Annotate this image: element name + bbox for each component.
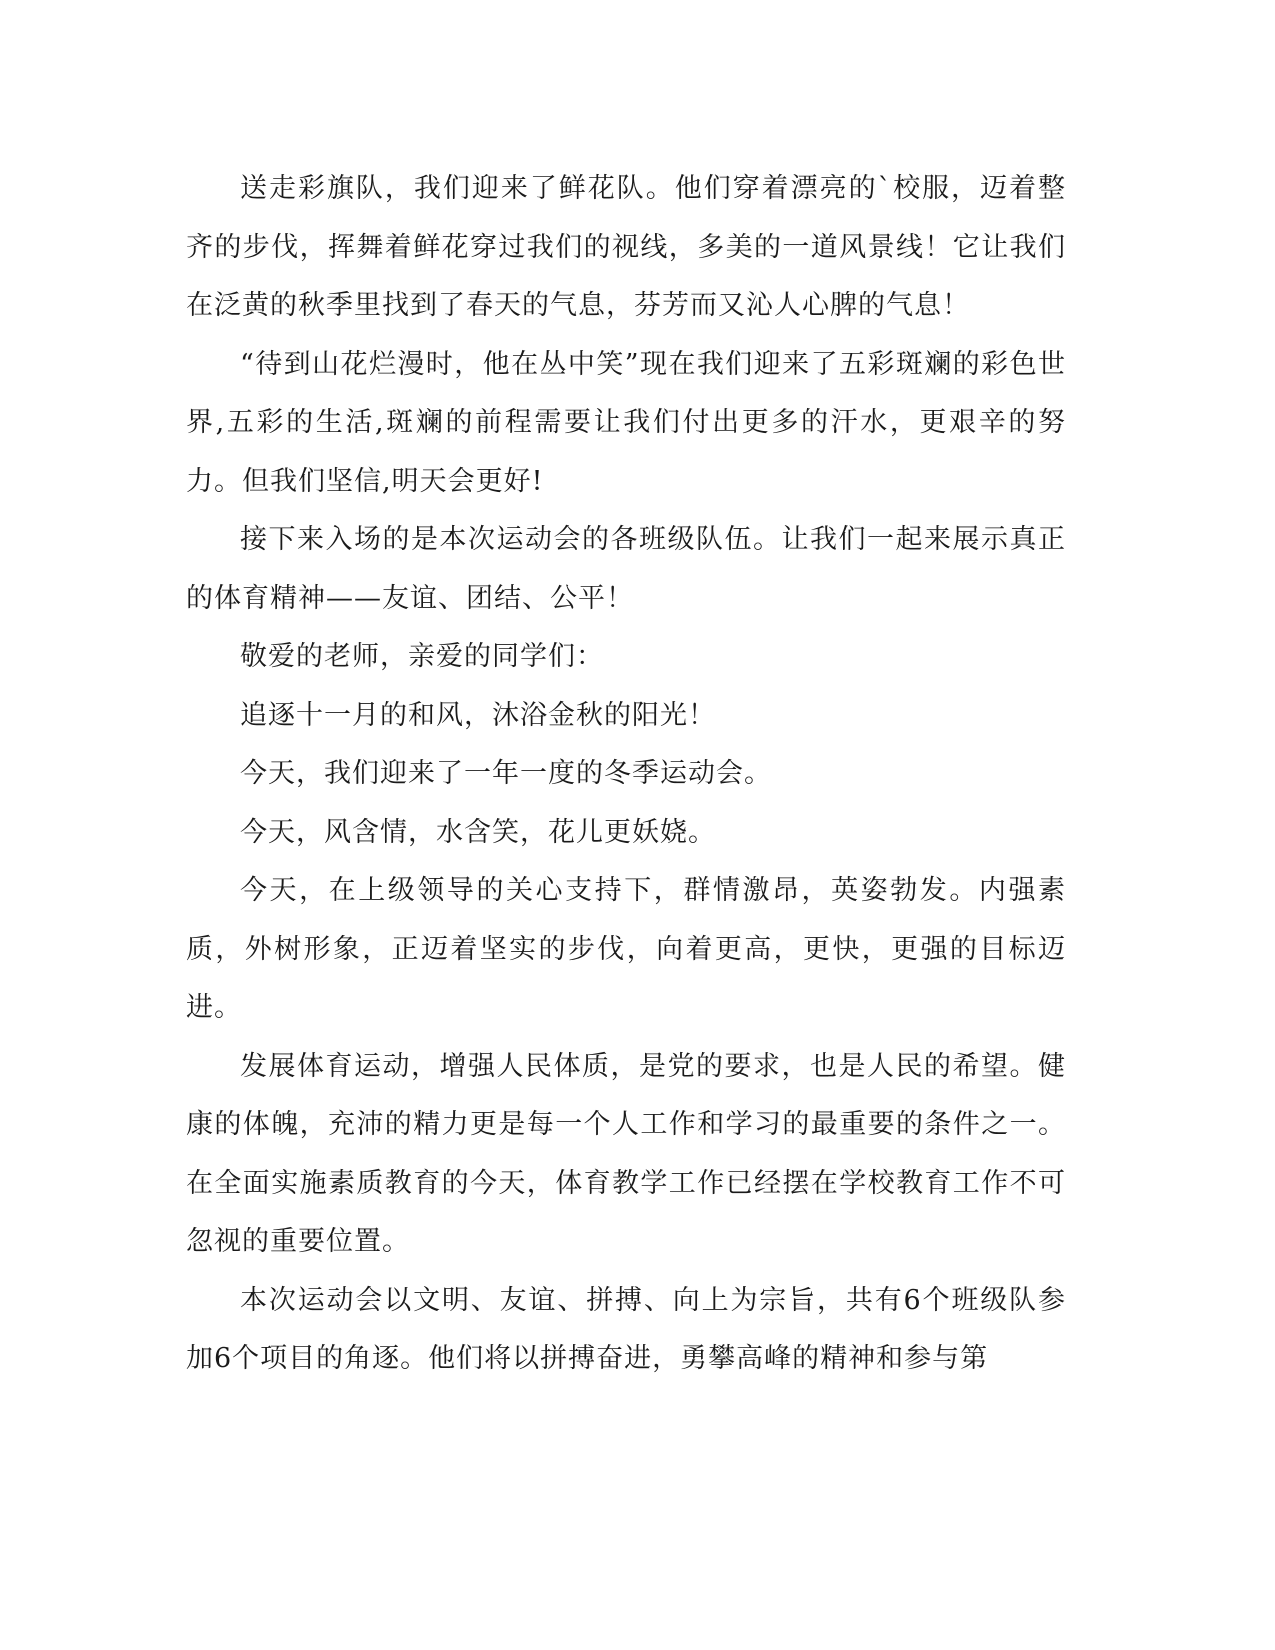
paragraph-sports-development: 发展体育运动，增强人民体质，是党的要求，也是人民的希望。健康的体魄，充沛的精力更是每一个人工作和学习的最重要的条件之一。在全面实施素质教育的今天，体育教学工作已经摆在学校教育工作不可忽视的重要位置。 <box>186 1050 1066 1257</box>
paragraph-greeting: 敬爱的老师，亲爱的同学们： <box>240 641 604 672</box>
paragraph-games-purpose: 本次运动会以文明、友谊、拼搏、向上为宗旨，共有6个班级队参加6个项目的角逐。他们将以拼搏奋进，勇攀高峰的精神和参与第 <box>186 1284 1066 1374</box>
paragraph-flower-team: 送走彩旗队，我们迎来了鲜花队。他们穿着漂亮的`校服，迈着整齐的步伐，挥舞着鲜花穿过我们的视线，多美的一道风景线！它让我们在泛黄的秋季里找到了春天的气息，芬芳而又沁人心脾的气息！ <box>186 173 1066 321</box>
paragraph-wind-water-flowers: 今天，风含情，水含笑，花儿更妖娆。 <box>240 816 716 848</box>
paragraph-november-wind: 追逐十一月的和风，沐浴金秋的阳光！ <box>240 699 716 731</box>
paragraph-leadership-support: 今天，在上级领导的关心支持下，群情激昂，英姿勃发。内强素质，外树形象，正迈着坚实的步伐，向着更高，更快，更强的目标迈进。 <box>186 875 1066 1023</box>
paragraph-colorful-world: “待到山花烂漫时，他在丛中笑”现在我们迎来了五彩斑斓的彩色世界,五彩的生活,斑斓的前程需要让我们付出更多的汗水，更艰辛的努力。但我们坚信,明天会更好! <box>186 348 1066 497</box>
paragraph-winter-games: 今天，我们迎来了一年一度的冬季运动会。 <box>240 758 772 789</box>
paragraph-class-teams: 接下来入场的是本次运动会的各班级队伍。让我们一起来展示真正的体育精神——友谊、团结、公平！ <box>186 524 1066 614</box>
document-body <box>186 160 1066 1389</box>
